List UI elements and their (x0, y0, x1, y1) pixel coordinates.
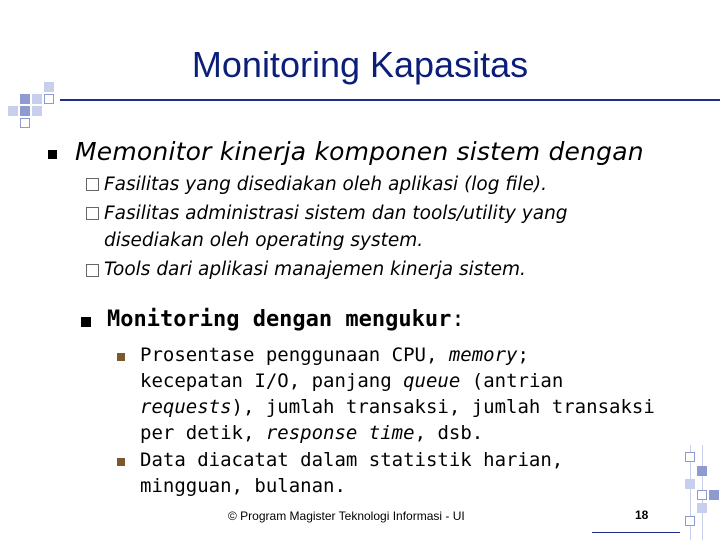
item2-text: Data diacatat dalam statistik harian, mingguan, bulanan. (140, 449, 564, 497)
bullet-icon (117, 353, 125, 361)
checkbox-icon (86, 264, 99, 277)
point2-text: Monitoring dengan mengukur: (107, 307, 465, 332)
sub3-text: Tools dari aplikasi manajemen kinerja sistem. (104, 259, 526, 280)
item1-text: Prosentase penggunaan CPU, memory; kecepatan I/O, panjang queue (antrian requests), jumlah transaksi, jumlah transaksi per detik, response time, dsb. (140, 344, 655, 444)
footer-divider (592, 532, 680, 533)
page-number: 18 (635, 508, 649, 522)
checkbox-icon (86, 178, 99, 191)
footer-text: © Program Magister Teknologi Informasi - UI (228, 509, 465, 523)
bullet-icon (48, 150, 57, 159)
sub1-text: Fasilitas yang disediakan oleh aplikasi (log file). (104, 174, 547, 195)
bullet-icon (81, 317, 91, 327)
bullet-icon (117, 458, 125, 466)
slide-title: Monitoring Kapasitas (191, 44, 529, 85)
point1-text: Memonitor kinerja komponen sistem dengan (75, 137, 644, 166)
title-divider (60, 99, 720, 101)
sub2-text: Fasilitas administrasi sistem dan tools/utility yang disediakan oleh operating system. (104, 203, 568, 251)
checkbox-icon (86, 207, 99, 220)
